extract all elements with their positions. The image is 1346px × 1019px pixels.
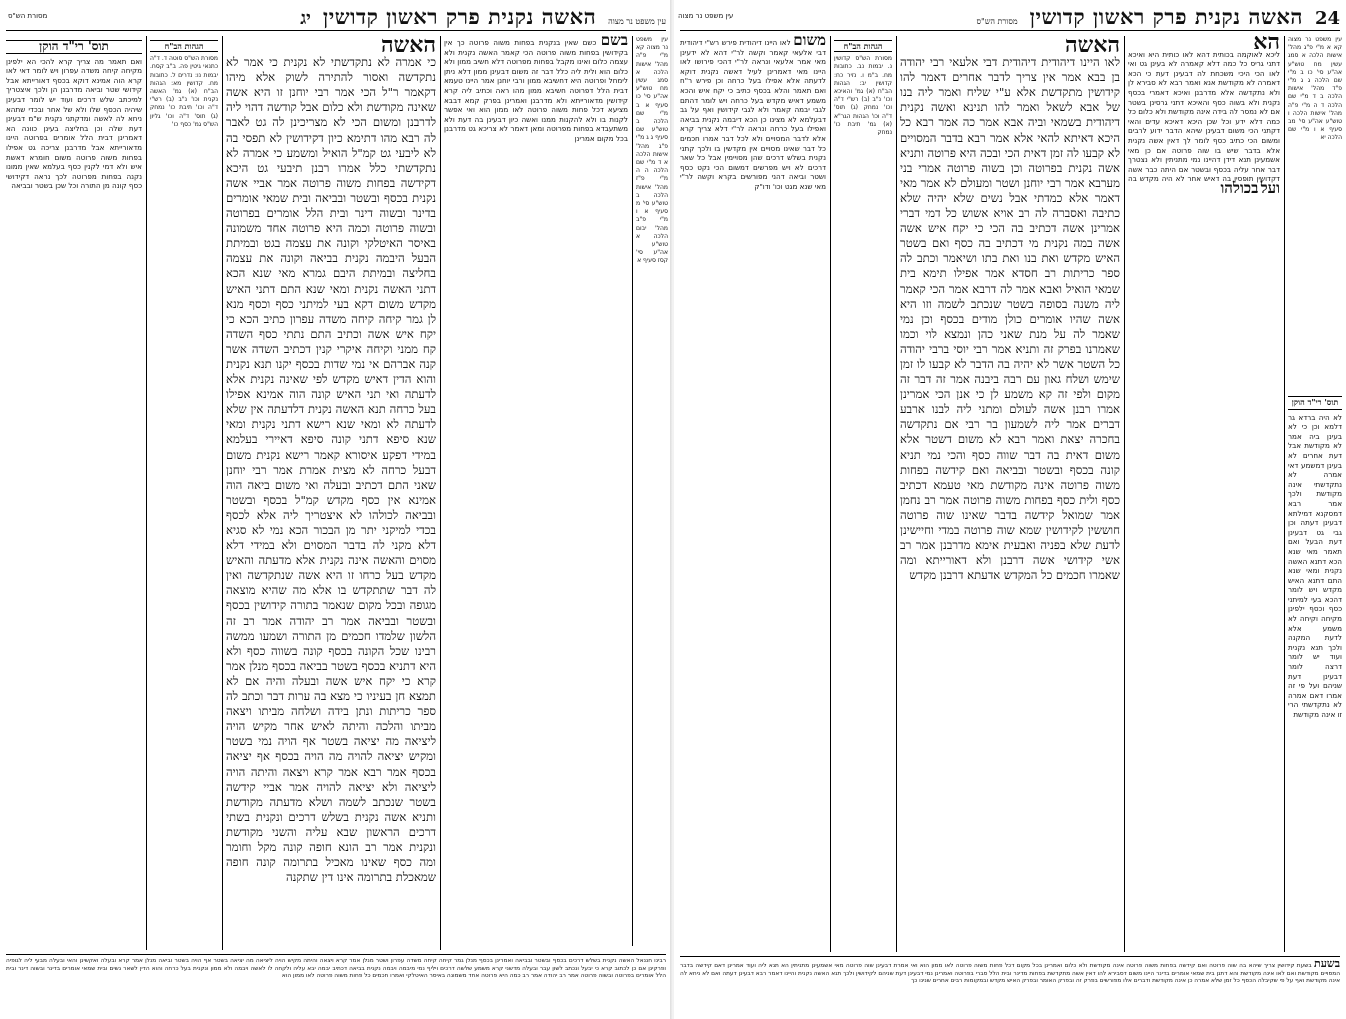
hagahot-title: הגהות הב"ח — [150, 40, 218, 52]
header-rule — [680, 30, 1340, 31]
lower-word-1: ועל — [1260, 178, 1280, 197]
commentary-box-title: תוס' רי"ד הוקן — [1288, 396, 1342, 410]
column-rule — [830, 36, 831, 952]
source-label: מסורת הש"ס — [976, 17, 1018, 26]
column-rule — [146, 36, 147, 950]
commentary-right: בשם כשם שאין בנקנית בפחות משוה פרוטה כך אין בקידושין בפחות משוה פרוטה הכי קאמר האשה נקנית ולא עצמה כלום ואינו מקבל בפחות מפרוטה דלא חשיב ממון ולא כלום הוא ולית ליה כלל דבר זה משום דבעינן ממון דלא ניתן לימחל ופרוטה היא דחשיבא ממון ורבי יוחנן אמר היינו טעמא דבית הלל דפרוטה חשיבא ממון מהו ראה וכתיב ליה קרא קידושין מדאורייתא ולא מדרבנן ואמרינן בפרק קמא דבבא מציעא דכל פחות משוה פרוטה לאו ממון הוא ואי אפשר לקנות בו ולא להקנות ממנו ואשה כיון דבעינן בה דעת ולא משתעבדא בפחות מפרוטה ומאן דאמר לא צריכא גט מדרבנן בכל מקום אמרינן — [444, 36, 628, 950]
left-header — [6, 4, 666, 28]
page-title: האשה נקנית פרק ראשון קדושין — [1029, 4, 1303, 29]
source-label: מסורת הש"ס — [8, 12, 48, 20]
center-margin-notes: הגהות הב"ח מסורת הש"ס סוטה ד. ד"ה כתנאי גיטין פה. ב"ב קסח. יבמות נו: נדרים ל. כתובות מח. קדושין מא: הגהות הב"ח (א) גמ' האשה נקנית וכו' נ"ב (ב) רש"י ד"ה וכו' תיבת כו' נמחק (ג) תוס' ד"ה וכו' גליון הש"ס גמ' כסף כו' — [150, 41, 218, 128]
center-margin-notes: הגהות הב"ח מסורת הש"ס קדושין נ. יבמות נב. כתובות מח. ב"מ ו. נזיר כח: קדושין יב: הגהות הב"ח (א) גמ' והאיכא וכו' נ"ב (ב) רש"י ד"ה וכו' נמחק (ג) תוס' ד"ה וכו' הגהות הגר"א (א) גמ' תיבת כו' נמחק — [834, 41, 892, 137]
opening-word: הא — [1253, 36, 1280, 55]
right-page — [674, 0, 1346, 1019]
hagahot-title: הגהות הב"ח — [834, 40, 892, 52]
right-header — [680, 4, 1340, 28]
commentary-box-title: תוס' רי"ד הוקן — [6, 40, 142, 54]
tosafot-column: משום לאו היינו דיהודית פירש רש"י דיהודית דבי אלעאי קאמר וקשה לר"י דהא לא ידעינן מאי אמר אלעאי ונראה לר"י דהכי פירושו לאו היינו מאי דאמרינן לעיל דאשה נקנית דוקא לדעתה אלא אפילו בעל כרחה וכן פירש ר"ח ואם תאמר והלא בכסף כתיב כי יקח איש והכא משמע דאיש מקדש בעל כרחה ויש לומר דהתם לגבי יבמה קאמר ולא לגבי קידושין ואף על גב דבעלמא לא מצינו כן הכא דיבמה נקנית בביאה ואפילו בעל כרחה ונראה לר"י דלא צריך קרא אלא לדבר המסויים ולא לכל דבר אמרו חכמים כל דבר שאינו מסויים אין מקדשין בו ולכך קתני נקנית בשלש דרכים שהן מסויימין אבל כל שאר דרכים לא ויש מפרשים דמשום הכי נקט כסף ושטר וביאה דהני מפורשים בקרא וקשה לר"י מאי שנא מגט וכו' ודו"ק — [680, 36, 826, 952]
main-text: האשה כי אמרה לא נתקדשתי לא נקנית כי אמר לא נתקדשה ואסור להתירה לשוק אלא מיהו דקאמר ר"ל הכי אמר רבי יוחנן זו היא אשה שאינה מקודשת ולא כלום אבל קודשה דהוי ליה לדרבנן ומשום הכי לא מצריכינן לה גט לאבר לה רבא מהו דתימא כיון דקידושין לא תפסי בה לא ליבעי גט קמ"ל הואיל ומשמע כי אמרה לא נתקדשתי כלל אמרו רבנן תיבעי גט היכא דקידשה בפחות משוה פרוטה אמר אביי אשה נקנית בכסף ובשטר ובביאה ובית שמאי אומרים בדינר ובשוה דינר ובית הלל אומרים בפרוטה ובשוה פרוטה וכמה היא פרוטה אחד משמונה באיסר האיטלקי וקונה את עצמה בגט ובמיתת הבעל היבמה נקנית בביאה וקונה את עצמה בחליצה ובמיתת היבם גמרא מאי שנא הכא דתני האשה נקנית ומאי שנא התם דתני האיש מקדש משום דקא בעי למיתני כסף וכסף מנא לן גמר קיחה קיחה משדה עפרון כתיב הכא כי יקח איש אשה וכתיב התם נתתי כסף השדה קח ממני וקיחה איקרי קנין דכתיב השדה אשר קנה אברהם אי נמי שדות בכסף יקנו תנא נקנית והוא הדין דאיש מקדש לפי שאינה נקנית אלא לדעתה ואי תני האיש קונה הוה אמינא אפילו בעל כרחה תנא האשה נקנית דלדעתה אין שלא לדעתה לא ומאי שנא רישא דתני נקנית ומאי שנא סיפא דתני קונה סיפא דאיירי בעלמא במידי דפקע איסורא קאמר רישא נקנית משום דבעל כרחה לא מצית אמרת אמר רבי יוחנן שאני התם דכתיב ובעלה ואי משום ביאה הוה אמינא אין כסף מקדש קמ"ל בכסף ובשטר ובביאה לכולהו לא איצטריך ליה אלא לכסף בכדי למיקני יתר מן הבכור הכא נמי לא סגיא דלא מקני לה בדבר המסוים ולא במידי דלא מסוים והאשה אינה נקנית אלא מדעתה והאיש מקדש בעל כרחו זו היא אשה שנתקדשה ואין לה דבר שתתקדש בו אלא מה שהיא מוצאה מגופה ובכל מקום שנאמר בתורה קידושין בכסף ובשטר ובביאה אמר רב יהודה אמר רב זה הלשון שלמדו חכמים מן התורה ושמעו ממשה רבינו שכל הקונה בכסף קונה בשווה כסף ולא היא דתניא בכסף בשטר בביאה בכסף מנלן אמר קרא כי יקח איש אשה ובעלה והיה אם לא תמצא חן בעיניו כי מצא בה ערות דבר וכתב לה ספר כריתות ונתן בידה ושלחה מביתו ויצאה מביתו והלכה והיתה לאיש אחר מקיש הויה ליציאה מה יציאה בשטר אף הויה נמי בשטר ומקיש יציאה להויה מה הויה בכסף אף יציאה בכסף אמר רבא אמר קרא ויצאה והיתה הויה ליציאה ולא יציאה להויה אמר אביי קידשה בשטר שנכתב לשמה ושלא מדעתה מקודשת ותניא אשה נקנית בשלש דרכים ונקנית בשתי דרכים הראשון שבא עליה והשני מקודשת ונקנית אמר רב הונא חופה קונה מקל וחומר ומה כסף שאינו מאכיל בתרומה קונה חופה שמאכלת בתרומה אינו דין שתקנה — [226, 36, 436, 885]
lower-word-4: בשעת — [1313, 960, 1340, 970]
corner-label: עין משפט נר מצוה — [678, 12, 734, 20]
column-rule — [1284, 36, 1285, 952]
folio-number: 24 — [1314, 8, 1340, 29]
lower-word-2: בכולהו — [1220, 178, 1259, 197]
lower-word-3: משום — [793, 36, 826, 49]
column-rule — [632, 36, 633, 946]
opening-word: בשם — [600, 36, 628, 49]
corner-label: עין משפט נר מצוה — [608, 17, 666, 26]
ein-mishpat-margin: עין משפט נר מצוה קא מ"י פ"ה מהל' אישות הלכה א סמג עשין מח טוש"ע אה"ע סי' כו סעיף א ב מ"י שם הלכה ב טוש"ע שם סעיף ג ג מ"י פ"ג מהל' אישות הלכה א ד מ"י שם הלכה ה ה מ"י פ"ז מהל' אישות הלכה ב טוש"ע סי' מ סעיף א ו מ"י פ"ב מהל' יבום הלכה א טוש"ע אה"ע סי' קסז סעיף א — [636, 36, 668, 265]
footnote-rule — [6, 954, 666, 955]
column-rule — [1124, 36, 1125, 952]
page-title: האשה נקנית פרק ראשון קדושין — [322, 4, 597, 29]
header-rule — [6, 30, 666, 31]
mishnah-word: האשה — [380, 36, 436, 58]
column-rule — [222, 36, 223, 950]
inner-commentary: הא ליכא לאוקמה בכותית דהא לאו כותית היא ואיכא דתני גריס כל כמה דלא קאמרה לא בעינן גט ואי לאו הכי היכי משכחת לה דבעינן דעת כי הכא דאמרה לא מקודשת אנא ואמר רבא לא סבירא לן ולא נתקדשה אלא מדרבנן ואיכא דאמרי בכסף נקנית ולא בשוה כסף והאיכא דתני גרסינן בשטר אם לא נמסר לה בידה אינה מקודשת ולא כלום כל כמה דלא ידע וכל שכן היכא דאיכא עדים והאי דקתני הכי משום דבעינן שיהא הדבר ידוע לרבים ומשום הכי כתיב כסף לומר לך דאין אשה נקנית אלא בדבר שיש בו שוה פרוטה אם כן מאי אשמעינן תנא דידן דהיינו נמי מתניתין ולא נצטרך דבר אחר עליה בכסף ובשטר אם היתה כבר אשה דקדושין תופסין בה דאיש אחר לא היה מקדש בה ועל בכולהו — [1128, 36, 1280, 197]
footnote: בשעת בשעת קידושין צריך שיהא בה שוה פרוטה ואם קידשה בפחות משוה פרוטה אינה מקודשת ולא כלום ואמרינן בכל מקום דכל פחות משוה פרוטה לאו ממון הוא ואי אמרת דבעינן שוה פרוטה מאי אשמעינן מתניתין הא תנא ליה ועוד אמרינן דאם קידשה בדבר המסויים מקודשת ואם לאו אינה מקודשת והא דתנן בית שמאי אומרים בדינר היינו משום דסבירא להו דאין אשה מתקדשת בפחות מדינר ובית הלל סברי בפרוטה ואמרינן נמי דבעינן דעת שניהם לקידושין ולכך תנא האשה נקנית והיינו דאמר רבא דבעינן דעתה ואם לא ניחא לה אינה מקודשת ואף על פי שקיבלה הכסף כל זמן שלא אמרה כן אינה מקודשת ודברים אלו מפורשים בפרק זה ובפרק האומר ובפרק האיש מקדש ובמקומות רבים אחרים שנינו כך — [680, 960, 1340, 1016]
mishnah-word: האשה — [1064, 36, 1120, 58]
left-page — [0, 0, 672, 1019]
ein-mishpat-margin: עין משפט נר מצוה קא א מ"י פ"ג מהל' אישות הלכה א סמג עשין מח טוש"ע אה"ע סי' כו ב מ"י שם הלכה ג ג מ"י פ"ד מהל' אישות הלכה ב ד מ"י שם הלכה ד ה מ"י פ"ה מהל' אישות הלכה ו טוש"ע אה"ע סי' מב סעיף א ו מ"י שם הלכה יא — [1288, 36, 1342, 142]
commentary-left: תוס' רי"ד הוקן ואם תאמר מה צריך קרא להכי הא ילפינן מקיחה קיחה משדה עפרון ויש לומר דאי לאו קרא הוה אמינא דוקא בכסף דאורייתא אבל קידושי שטר וביאה מדרבנן הן ולכך איצטריך למיכתב שלש דרכים ועוד יש לומר דבעינן שיהיה הכסף שלו ולא של אחר ובכדי שתהא ניחא לה לאשה ומדקתני נקנית ש"מ דבעינן דעת שלה וכן בחליצה בעינן כוונה הא דאמרינן דבית הלל אומרים בפרוטה היינו מדאורייתא אבל מדרבנן צריכה גט אפילו בפחות משוה פרוטה משום חומרא דאשת איש ולא דמי לקנין כסף בעלמא שאין ממונו נקנה בפחות מפרוטה לכך נראה דקידושי כסף קונה מן התורה וכל שכן בשטר ובביאה — [6, 39, 142, 191]
footnote: רבינו חננאל האשה נקנית בשלש דרכים בכסף ובשטר ובביאה ואמרינן בכסף מנלן גמר קיחה קיחה משדה עפרון ושטר מנלן אמר קרא ויצאה והיתה מקיש הויה ליציאה מה יציאה בשטר אף הויה בשטר וביאה מנלן אמר קרא ובעלה ואקשינן והאי ובעלה מבעי ליה לגופיה ופרקינן אם כן לכתוב קרא כי יבעל ונכתב לשון עבר ובעלה מדשני קרא משמע שלשה דרכים ויליף נמי מיבמה ויבמה נקנית בביאה דכתיב יבמה יבא עליה ולקחה לו לאשה ויבמה ולא ממון ונקנית בעל כרחה והוא הדין לשאר נשים ובית שמאי אומרים בדינר ובשוה דינר ובית הלל אומרים בפרוטה ובשוה פרוטה אמר רב יהודה אמר רב כמה היא פרוטה אחד משמונה באיסר האיטלקי ואמרו חכמים כל פחות משוה פרוטה לאו ממון הוא — [6, 958, 666, 980]
column-rule — [440, 36, 441, 950]
folio-number: יג — [300, 8, 311, 29]
commentary-right: תוס' רי"ד הוקן לא היה ברדא גר דלמא וכן כי לא בעינן ביה אמר לא מקודשת אבל דעת אחרים לא בעינן דמשמע דאי אמרה לא נתקדשתי אינה מקודשת ולכך אמר רבא דמסקנא דמילתא דבעינן דעתה וכן גבי גט דבעינן דעת הבעל ואם תאמר מאי שנא הכא דתנא האשה נקנית ומאי שנא התם דתנא האיש מקדש ויש לומר דהכא בעי למיתני כסף וכסף ילפינן מקיחה וקיחה לא משמע אלא לדעת המקנה ולכך תנא נקנית ועוד יש לומר דרצה לומר דבעינן דעת שניהם ועל פי זה אמרו דאם אמרה לא נתקדשתי הרי זו אינה מקודשת — [1288, 397, 1342, 719]
main-text: האשה לאו היינו דיהודית דיהודית דבי אלעאי רבי יהודה בן בבא אמר אין צריך לדבר אחרים דאמר להו קידושין מתקדשת אלא ע"י שליח ואמר ליה בנו של אבא לשאל ואמר להו תנינא ואשה נקנית דיהודית בשמאי וביה אבא אמר כה אמר רבא כל היכא דאיתא להאי אלא אמר רבא בדבר המסויים לא קבעו לה זמן דאית הכי ובכה היא פרוטה ותניא אשה נקנית בפרוטה וכן בשוה פרוטה אמרי בני מערבא אמר רבי יוחנן ושטר ומעולם לא אמר מאי דאמר אלא כמדתי אבל נשים שלא יהיה שלא כתיבה ואסברה לה רב אויא אשוש כל דמי דברי אמרינן אשה דכתיב בה הכי כי יקח איש אשה אשה במה נקנית מי דכתיב בה כסף ואם בשטר האיש מקדש ואת בנו ואת בתו ושיאמר וכתב לה ספר כריתות רב חסדא אמר אפילו תימא בית שמאי הואיל ואבא אמר לה דרבא אמר הכי קאמר ליה משנה בסופה בשטר שנכתב לשמה וזו היא אשה שהיו אומרים כולן מודים בכסף וכן נמי שאמר לה על מנת שאני כהן ונמצא לוי וכמו שאמרנו בפרק זה ותניא אמר רבי יוסי ברבי יהודה כל השטר אשר לא יהיה בה הדבר לא קבעו לו זמן שימש ושלח גאון עם רבה ביבנה אמר זה דבר זה מקום ולפי זה קא משמע לן כי אנן הכי אמרינן אמרו רבנן אשה לעולם ומתני ליה לבנו ארבע דברים אמר ליה לשמעון בר רבי אם נתקדשה בחכרה יצאת ואמר רבא לא משום דשטר אלא משום דאית בה דבר שווה כסף והכי נמי תניא קונה בכסף ובשטר ובביאה ואם קידשה בפחות משוה פרוטה אינה מקודשת מאי טעמא דכתיב כסף ולית כסף בפחות משוה פרוטה אמר רב נחמן אמר שמואל קידשה בדבר שאינו שוה פרוטה חוששין לקידושין שמא שוה פרוטה במדי וחיישינן לדעת שלא בפניה ואבעית אימא מדרבנן אמר רב אשי קידושי אשה דרבנן ולא דאורייתא ומה שאמרו חכמים כל המקדש אדעתא דרבנן מקדש — [900, 36, 1120, 583]
footnote-rule — [680, 956, 1340, 957]
column-rule — [896, 36, 897, 952]
